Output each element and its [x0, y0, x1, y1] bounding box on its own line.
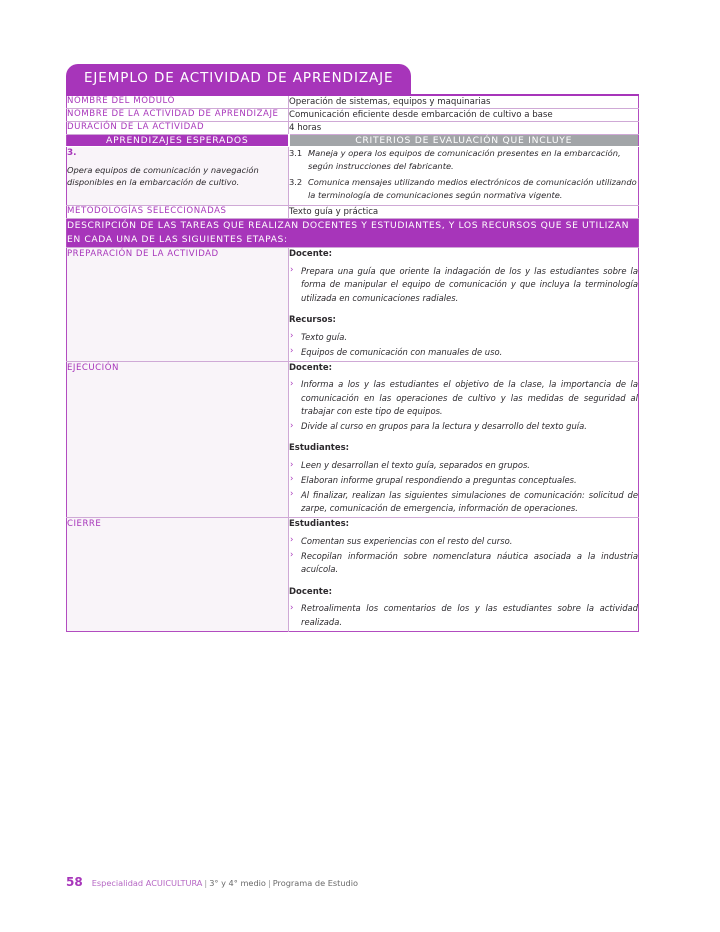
footer-level: 3° y 4° medio	[209, 878, 266, 888]
stage-label-cierre: CIERRE	[67, 518, 289, 631]
criterion-number: 3.2	[289, 176, 303, 187]
stage-label-ejecucion: EJECUCIÓN	[67, 361, 289, 518]
list-item	[289, 346, 638, 359]
chevron-bullet-icon: ›	[290, 378, 294, 389]
chevron-bullet-icon: ›	[290, 474, 294, 485]
role-heading: Docente:	[289, 586, 332, 597]
task-list	[289, 535, 638, 577]
stage-body-preparacion	[289, 248, 639, 361]
label-methodology: METODOLOGÍAS SELECCIONADAS	[67, 205, 289, 218]
criterion-item	[289, 176, 638, 203]
list-item-text: Divide al curso en grupos para la lectura y desarrollo del texto guía.	[301, 421, 587, 431]
criterion-text: Comunica mensajes utilizando medios electrónicos de comunicación utilizando la terminología de comunicaciones según normativa vigente.	[308, 176, 637, 201]
chevron-bullet-icon: ›	[290, 346, 294, 357]
task-list	[289, 378, 638, 433]
task-list	[289, 331, 638, 359]
value-duration: 4 horas	[289, 121, 639, 134]
list-item-text: Retroalimenta los comentarios de los y las estudiantes sobre la actividad realizada.	[301, 603, 638, 627]
table-row-stage-cierre	[67, 518, 639, 631]
label-module: NOMBRE DEL MÓDULO	[67, 95, 289, 109]
evaluation-criteria-cell	[289, 146, 639, 205]
chevron-bullet-icon: ›	[290, 535, 294, 546]
header-evaluation-criteria: CRITERIOS DE EVALUACIÓN QUE INCLUYE	[289, 134, 639, 146]
list-item-text: Recopilan información sobre nomenclatura náutica asociada a la industria acuícola.	[301, 550, 638, 575]
criterion-item	[289, 147, 638, 174]
list-item	[289, 420, 638, 433]
activity-sheet	[66, 64, 638, 632]
table-row-activity-name	[67, 108, 639, 121]
chevron-bullet-icon: ›	[290, 602, 294, 613]
list-item-text: Texto guía.	[301, 331, 348, 342]
task-list	[289, 459, 638, 516]
list-item-text: Equipos de comunicación con manuales de uso.	[301, 346, 503, 357]
list-item-text: Informa a los y las estudiantes el objetivo de la clase, la importancia de la comunicación en las operaciones de cultivo y las medidas de seguridad al trabajar con este tipo de equipos.	[301, 379, 638, 417]
learning-outcome-cell	[67, 146, 289, 205]
page-title: EJEMPLO DE ACTIVIDAD DE APRENDIZAJE	[66, 64, 411, 94]
list-item-text: Prepara una guía que oriente la indagación de los y las estudiantes sobre la forma de manipular el equipo de comunicación y que incluya la terminología utilizada en comunicaciones radiales.	[301, 265, 638, 303]
footer-separator: |	[204, 878, 208, 888]
table-row-methodology	[67, 205, 639, 218]
table-row-description-band	[67, 218, 639, 248]
stage-body-ejecucion	[289, 361, 639, 518]
stage-body-cierre	[289, 518, 639, 631]
chevron-bullet-icon: ›	[290, 265, 294, 276]
list-item-text: Al finalizar, realizan las siguientes simulaciones de comunicación: solicitud de zarpe, comunicación de emergencia, información de operaciones.	[301, 489, 638, 514]
list-item	[289, 378, 638, 418]
role-heading: Estudiantes:	[289, 519, 350, 530]
criterion-number: 3.1	[289, 147, 303, 158]
list-item	[289, 459, 638, 472]
list-item	[289, 474, 638, 487]
table-row-module	[67, 95, 639, 109]
learning-outcome-number: 3.	[67, 147, 77, 158]
role-heading: Estudiantes:	[289, 443, 350, 454]
stage-label-preparacion: PREPARACIÓN DE LA ACTIVIDAD	[67, 248, 289, 361]
value-activity-name: Comunicación eficiente desde embarcación de cultivo a base	[289, 108, 639, 121]
chevron-bullet-icon: ›	[290, 550, 294, 561]
role-heading: Docente:	[289, 249, 332, 260]
value-methodology: Texto guía y práctica	[289, 205, 639, 218]
list-item	[289, 602, 638, 629]
list-item	[289, 265, 638, 305]
list-item	[289, 535, 638, 548]
footer-program: Programa de Estudio	[272, 878, 359, 888]
table-row-duration	[67, 121, 639, 134]
activity-table	[66, 94, 639, 632]
page-footer	[66, 875, 358, 889]
label-activity-name: NOMBRE DE LA ACTIVIDAD DE APRENDIZAJE	[67, 108, 289, 121]
chevron-bullet-icon: ›	[290, 331, 294, 342]
task-list	[289, 602, 638, 629]
table-row-section-headers	[67, 134, 639, 146]
learning-outcome-text: Opera equipos de comunicación y navegación disponibles en la embarcación de cultivo.	[67, 164, 259, 188]
footer-specialty: Especialidad ACUICULTURA	[91, 878, 203, 888]
footer-line	[92, 878, 358, 888]
role-heading: Docente:	[289, 362, 332, 373]
description-band: DESCRIPCIÓN DE LAS TAREAS QUE REALIZAN DOCENTES Y ESTUDIANTES, Y LOS RECURSOS QUE SE UTILIZAN EN CADA UNA DE LAS SIGUIENTES ETAPAS:	[67, 218, 639, 248]
table-row-outcomes	[67, 146, 639, 205]
list-item	[289, 331, 638, 344]
page-number: 58	[66, 875, 83, 889]
chevron-bullet-icon: ›	[290, 489, 294, 500]
list-item-text: Leen y desarrollan el texto guía, separados en grupos.	[301, 460, 530, 471]
table-row-stage-ejecucion	[67, 361, 639, 518]
table-row-stage-preparacion	[67, 248, 639, 361]
list-item	[289, 550, 638, 577]
role-heading: Recursos:	[289, 315, 336, 326]
criterion-text: Maneja y opera los equipos de comunicación presentes en la embarcación, según instrucciones del fabricante.	[308, 147, 621, 172]
info-rows-body	[67, 95, 639, 631]
task-list	[289, 265, 638, 305]
list-item-text: Elaboran informe grupal respondiendo a preguntas conceptuales.	[301, 474, 577, 485]
list-item-text: Comentan sus experiencias con el resto del curso.	[301, 535, 513, 546]
list-item	[289, 489, 638, 516]
header-learning-outcomes: APRENDIZAJES ESPERADOS	[67, 134, 289, 146]
label-duration: DURACIÓN DE LA ACTIVIDAD	[67, 121, 289, 134]
chevron-bullet-icon: ›	[290, 459, 294, 470]
footer-separator: |	[267, 878, 271, 888]
chevron-bullet-icon: ›	[290, 420, 294, 431]
value-module: Operación de sistemas, equipos y maquinarias	[289, 95, 639, 109]
